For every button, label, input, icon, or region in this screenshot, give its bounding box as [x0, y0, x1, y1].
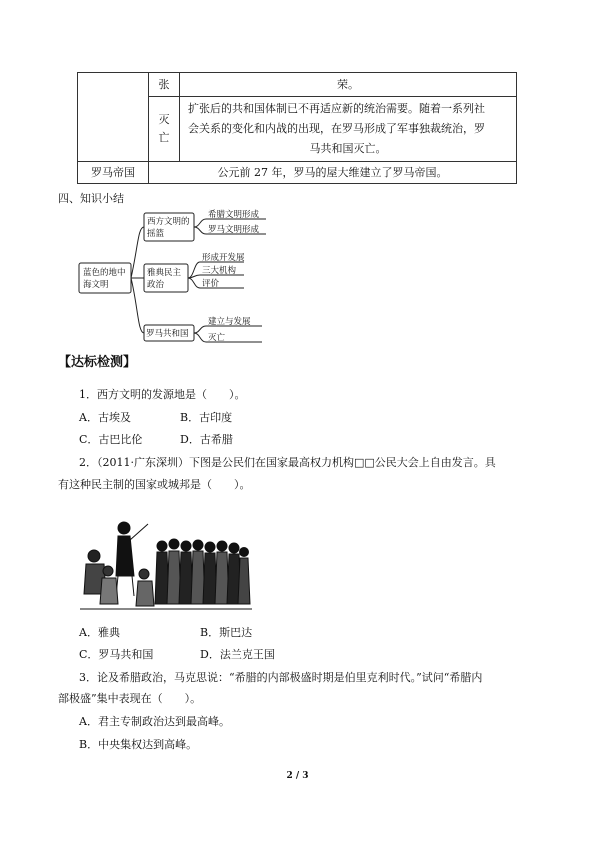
answer-option: C．罗马共和国 — [79, 648, 154, 661]
mindmap-root-label: 海文明 — [83, 280, 109, 290]
question-stem: 2．（2011·广东深圳）下图是公民们在国家最高权力机构□□公民大会上自由发言。具 — [79, 456, 496, 469]
mindmap-diagram — [78, 207, 278, 349]
section-heading: 四、知识小结 — [58, 192, 124, 205]
table-row — [78, 97, 517, 162]
answer-option: D．古希腊 — [180, 433, 233, 446]
mindmap-leaf-label: 评价 — [202, 279, 220, 289]
mindmap-leaf-label: 形成开发展 — [202, 253, 245, 263]
mindmap-leaf-label: 罗马文明形成 — [208, 225, 260, 235]
table-cell-stage: 灭亡 — [149, 97, 180, 162]
page-number: 2 / 3 — [286, 771, 309, 781]
mindmap-leaf-label: 灭亡 — [208, 333, 226, 343]
table-cell-empty — [78, 73, 149, 97]
test-heading: 【达标检测】 — [58, 355, 137, 370]
question-stem: 有这种民主制的国家或城邦是（ ）。 — [58, 478, 251, 491]
mindmap-root-label: 蓝色的地中 — [83, 268, 126, 278]
mindmap-leaf-label: 建立与发展 — [208, 317, 251, 327]
answer-option: A．雅典 — [79, 626, 120, 639]
mindmap-branch-label: 西方文明的 — [147, 217, 190, 227]
mindmap-branch-label: 政治 — [147, 280, 165, 290]
mindmap-connector — [131, 278, 144, 333]
mindmap-connector — [131, 227, 144, 278]
mindmap-connector — [194, 326, 262, 333]
mindmap-leaf-label: 希腊文明形成 — [208, 210, 260, 220]
table-cell-stage: 张 — [149, 73, 180, 97]
mindmap-branch-label: 摇篮 — [147, 229, 165, 239]
table-cell-content — [180, 97, 517, 162]
answer-option: C．古巴比伦 — [79, 433, 143, 446]
mindmap-branch-label: 雅典民主 — [147, 268, 182, 278]
question-stem: 1．西方文明的发源地是（ ）。 — [79, 388, 246, 401]
table-row — [78, 162, 517, 184]
table-cell-period: 罗马帝国 — [78, 162, 149, 184]
table-cell-content: 荣。 — [180, 73, 517, 97]
history-table — [77, 72, 517, 184]
answer-option: A．古埃及 — [79, 411, 131, 424]
table-cell-content: 公元前 27 年，罗马的屋大维建立了罗马帝国。 — [149, 162, 517, 184]
table-cell-empty — [78, 97, 149, 162]
text-line: 会关系的变化和内战的出现，在罗马形成了军事独裁统治，罗 — [188, 122, 485, 135]
text-line: 马共和国灭亡。 — [309, 142, 387, 155]
question-stem: 3．论及希腊政治，马克思说：“希腊的内部极盛时期是伯里克利时代。”试问“希腊内 — [79, 671, 483, 684]
table-row — [78, 73, 517, 97]
assembly-illustration — [80, 516, 252, 611]
text-line: 扩张后的共和国体制已不再适应新的统治需要。随着一系列社 — [188, 102, 485, 115]
answer-option: B．古印度 — [180, 411, 233, 424]
mindmap-leaf-label: 三大机构 — [202, 266, 237, 276]
question-stem: 部极盛”集中表现在（ ）。 — [58, 692, 202, 705]
mindmap-connector — [194, 333, 262, 342]
answer-option: D．法兰克王国 — [200, 648, 275, 661]
mindmap-branch-label: 罗马共和国 — [146, 329, 189, 339]
answer-option: B．斯巴达 — [200, 626, 253, 639]
answer-option: A．君主专制政治达到最高峰。 — [79, 715, 230, 728]
answer-option: B．中央集权达到高峰。 — [79, 738, 198, 751]
